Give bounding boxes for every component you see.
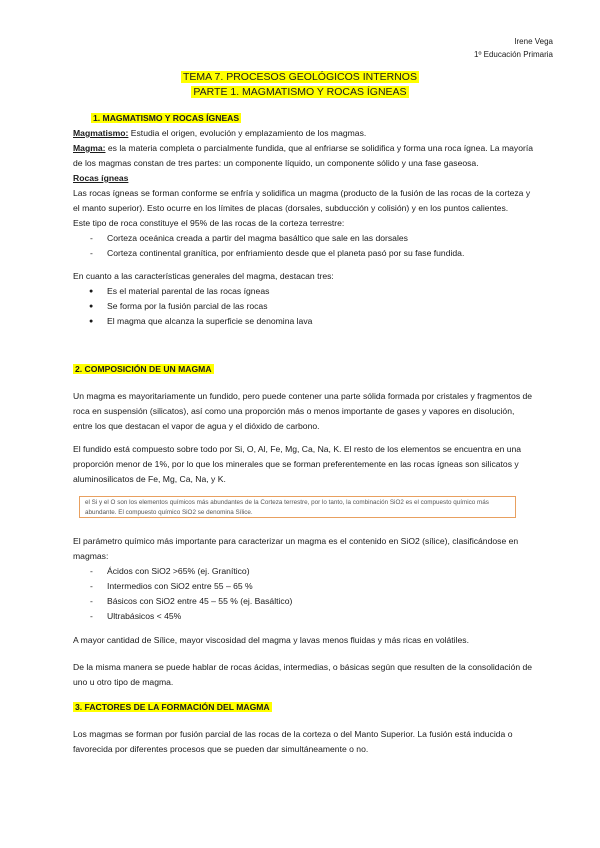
composicion-p3 (73, 534, 533, 624)
list-item: - Ultrabásicos < 45% (73, 609, 533, 624)
rocas-heading: Rocas ígneas (73, 173, 129, 183)
list-item: ● Es el material parental de las rocas ígneas (73, 284, 533, 299)
author-block (474, 35, 553, 61)
section-3 (73, 700, 533, 715)
magmatismo-def: Estudia el origen, evolución y emplazamiento de los magmas. (128, 128, 367, 138)
tipos-list (73, 231, 533, 261)
composicion-paragraph-1: Un magma es mayoritariamente un fundido, pero puede contener una parte sólida formada por cristales y fragmentos de roca en suspensión (silicatos), así como una proporción más o menos importante de gases y vapores en disolución, entre los que destacan el vapor de agua y el dióxido de carbono. (73, 391, 533, 431)
list-item: ● Se forma por la fusión parcial de las rocas (73, 299, 533, 314)
composicion-paragraph-2: El fundido está compuesto sobre todo por Si, O, Al, Fe, Mg, Ca, Na, K. El resto de los elementos se encuentra en una proporción menor de 1%, por lo que los minerales que se forman preferentemente en las rocas ígneas son silicatos y aluminosilicatos de Fe, Mg, Ca, Na, y K. (73, 444, 522, 484)
composicion-p2 (73, 442, 533, 487)
composicion-p4 (73, 633, 533, 648)
caract-intro: En cuanto a las características generales del magma, destacan tres: (73, 271, 334, 281)
magmatismo-paragraph (73, 126, 533, 141)
caract-list (73, 284, 533, 329)
section-3-heading: 3. FACTORES DE LA FORMACIÓN DEL MAGMA (75, 702, 270, 712)
composicion-paragraph-3: El parámetro químico más importante para caracterizar un magma es el contenido en SiO2 (sílice), clasificándose en magmas: (73, 536, 519, 561)
author-name: Irene Vega (514, 37, 553, 46)
composicion-paragraph-4: A mayor cantidad de Sílice, mayor viscosidad del magma y lavas menos fluidas y más ricas en volátiles. (73, 635, 469, 645)
magma-def: es la materia completa o parcialmente fundida, que al enfriarse se solidifica y forma una roca ígnea. La mayoría de los magmas constan de tres partes: un componente líquido, un componente sólido y una fase gaseosa. (73, 143, 534, 168)
list-item: ● El magma que alcanza la superficie se denomina lava (73, 314, 533, 329)
magmatismo-term: Magmatismo: (73, 128, 129, 138)
doc-title-line1: TEMA 7. PROCESOS GEOLÓGICOS INTERNOS (183, 71, 417, 83)
rocas-paragraph: Las rocas ígneas se forman conforme se enfría y solidifica un magma (producto de la fusión de las rocas de la corteza y el manto superior). Esto ocurre en los límites de placas (dorsales, subducción y colisión) y en los puntos calientes. (73, 188, 531, 213)
tipo-intro: Este tipo de roca constituye el 95% de las rocas de la corteza terrestre: (73, 218, 345, 228)
list-item: - Intermedios con SiO2 entre 55 – 65 % (73, 579, 533, 594)
doc-title (0, 70, 600, 84)
list-item: - Básicos con SiO2 entre 45 – 55 % (ej. Basáltico) (73, 594, 533, 609)
list-item: - Ácidos con SiO2 >65% (ej. Granítico) (73, 564, 533, 579)
factores-paragraph-1: Los magmas se forman por fusión parcial de las rocas de la corteza o del Manto Superior. La fusión está inducida o favorecida por diferentes procesos que se pueden dar simultáneamente o no. (73, 729, 513, 754)
silice-note-text: el Si y el O son los elementos químicos más abundantes de la Corteza terrestre, por lo tanto, la combinación SiO2 es el compuesto químico más abundante. El compuesto químico SiO2 se denomina Sílice. (85, 499, 489, 516)
section-1-heading: 1. MAGMATISMO Y ROCAS ÍGNEAS (93, 113, 240, 123)
magma-paragraph (73, 141, 533, 171)
list-item: - Corteza continental granítica, por enfriamiento desde que el planeta pasó por su fase fundida. (73, 246, 533, 261)
magma-term: Magma: (73, 143, 106, 153)
composicion-paragraph-5: De la misma manera se puede hablar de rocas ácidas, intermedias, o básicas según que resulten de la consolidación de uno u otro tipo de magma. (73, 662, 533, 687)
doc-title-line2: PARTE 1. MAGMATISMO Y ROCAS ÍGNEAS (193, 86, 407, 98)
section-2 (73, 362, 533, 377)
composicion-p5 (73, 660, 533, 690)
section-1 (73, 111, 533, 329)
silice-note-box (79, 496, 516, 518)
author-course: 1º Educación Primaria (474, 50, 553, 59)
doc-subtitle (0, 85, 600, 99)
section-2-heading: 2. COMPOSICIÓN DE UN MAGMA (75, 364, 212, 374)
composicion-p1 (73, 389, 533, 434)
magma-tipos-list (73, 564, 533, 624)
factores-p1 (73, 727, 533, 757)
list-item: - Corteza oceánica creada a partir del magma basáltico que sale en las dorsales (73, 231, 533, 246)
